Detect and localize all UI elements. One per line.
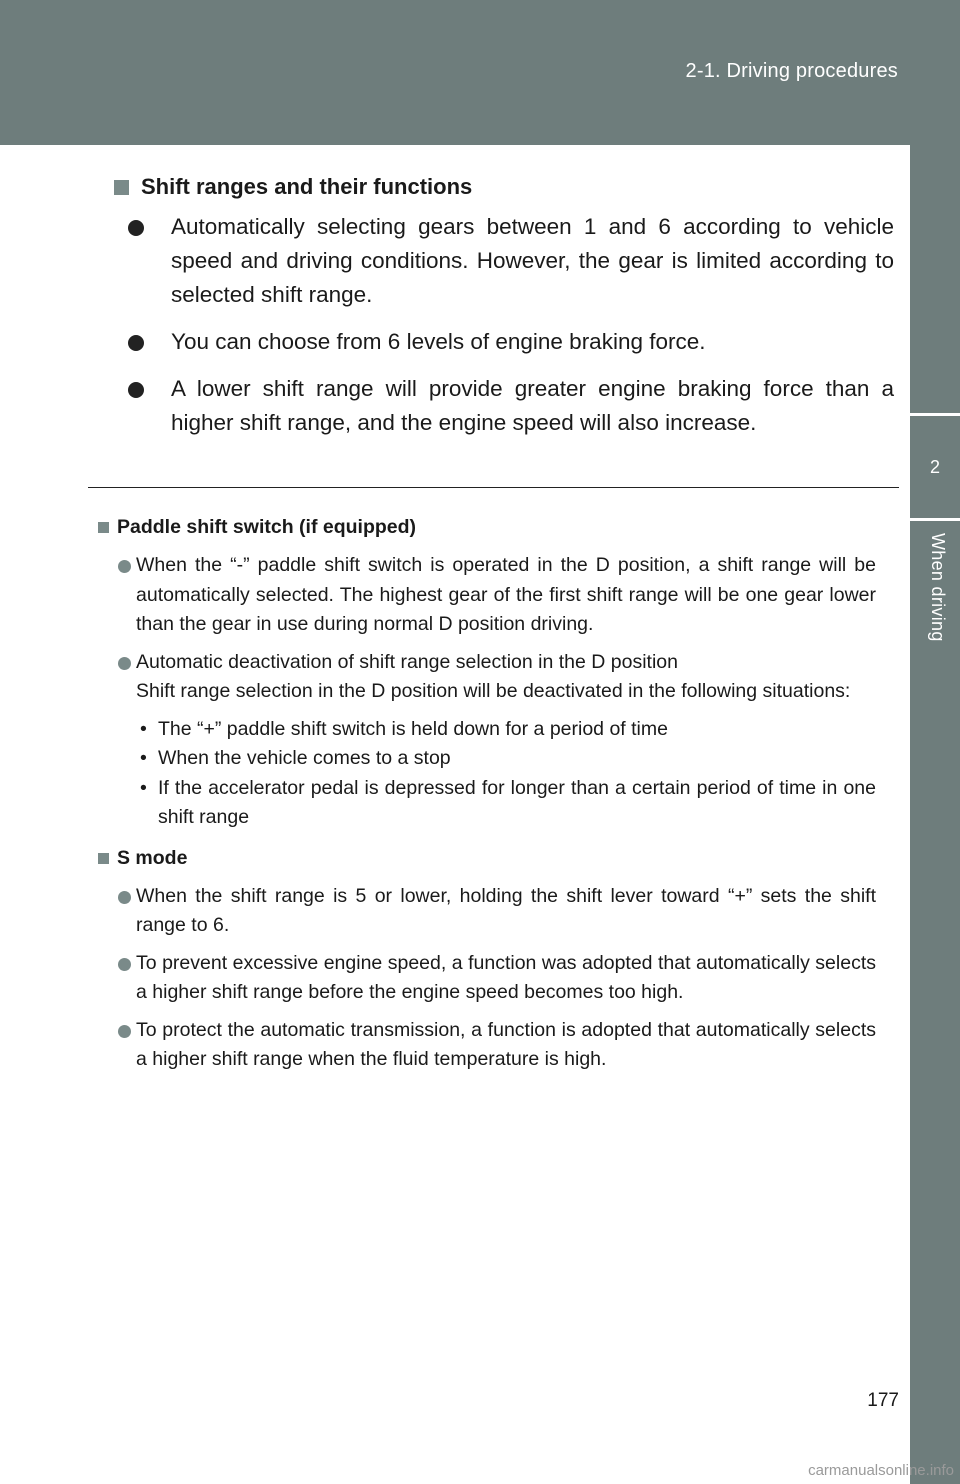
side-tab-top [910, 145, 960, 413]
note-bullet: To prevent excessive engine speed, a function was adopted that automatically selects a higher shift range before the engine speed becomes too high. [98, 949, 876, 1008]
page-number: 177 [867, 1390, 899, 1411]
circle-bullet-icon [118, 560, 131, 573]
note-bullet: When the “-” paddle shift switch is operated in the D position, a shift range will be automatically selected. The highest gear of the first shift range will be one gear lower than the gear in use during normal D position driving. [98, 551, 876, 640]
note-bullet: To protect the automatic transmission, a function is adopted that automatically selects a higher shift range when the fluid temperature is high. [98, 1016, 876, 1075]
main-bullet: A lower shift range will provide greater engine braking force than a higher shift range, and the engine speed will also increase. [114, 372, 894, 440]
section-title: 2-1. Driving procedures [685, 60, 898, 82]
square-bullet-icon [98, 853, 109, 864]
smode-heading: S mode [98, 847, 876, 870]
circle-bullet-icon [128, 335, 144, 351]
square-bullet-icon [114, 180, 129, 195]
side-tab-bottom [910, 521, 960, 1484]
main-bullet: You can choose from 6 levels of engine braking force. [114, 325, 894, 359]
main-heading-text: Shift ranges and their functions [141, 174, 473, 199]
note-bullet: When the shift range is 5 or lower, holding the shift lever toward “+” sets the shift range to 6. [98, 882, 876, 941]
paddle-heading: Paddle shift switch (if equipped) [98, 516, 876, 539]
circle-bullet-icon [118, 1025, 131, 1038]
circle-bullet-icon [128, 220, 144, 236]
square-bullet-icon [98, 522, 109, 533]
circle-bullet-icon [118, 958, 131, 971]
circle-bullet-icon [128, 382, 144, 398]
note-bullet [98, 648, 876, 833]
sub-list-item: • The “+” paddle shift switch is held down for a period of time [136, 715, 876, 745]
sub-list [136, 715, 876, 833]
note-bullet-text: Shift range selection in the D position will be deactivated in the following situations: [136, 680, 851, 702]
main-section [114, 174, 894, 453]
circle-bullet-icon [118, 891, 131, 904]
note-bullet-title: Automatic deactivation of shift range selection in the D position [136, 650, 678, 673]
chapter-number-tab: 2 [910, 416, 960, 518]
section-divider [88, 487, 899, 488]
sub-list-item: • When the vehicle comes to a stop [136, 744, 876, 774]
page-header [0, 0, 960, 145]
main-heading [114, 174, 894, 200]
sub-list-item: • If the accelerator pedal is depressed for longer than a certain period of time in one shift range [136, 774, 876, 833]
chapter-label: When driving [928, 533, 948, 642]
watermark: carmanualsonline.info [808, 1462, 954, 1479]
circle-bullet-icon [118, 657, 131, 670]
notes-section [98, 516, 876, 1083]
main-bullet: Automatically selecting gears between 1 and 6 according to vehicle speed and driving conditions. However, the gear is limited according to selected shift range. [114, 210, 894, 312]
